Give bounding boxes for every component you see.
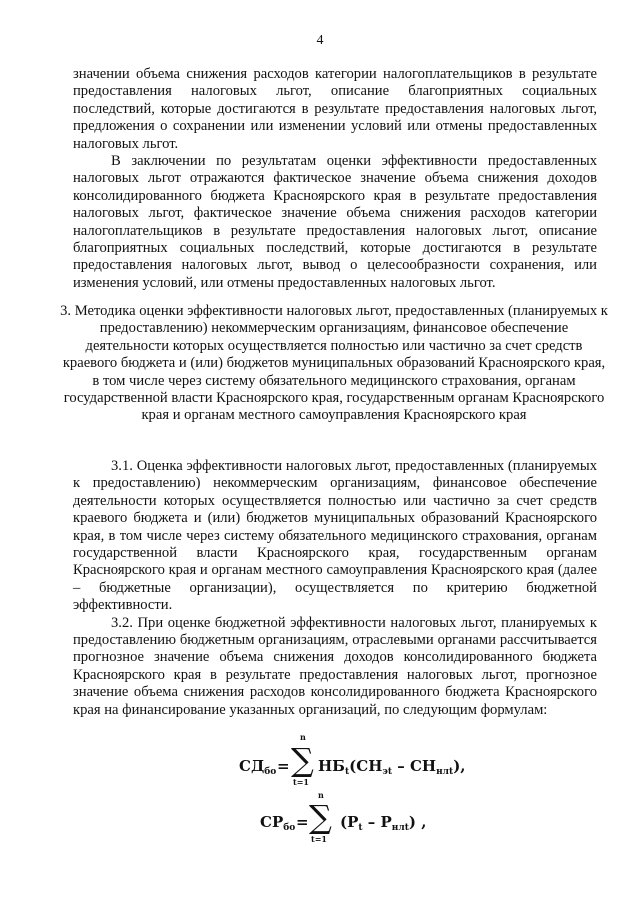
page-number: 4 (316, 33, 324, 48)
formula2-lhs-symbol: СР (260, 813, 284, 831)
formula1-sum-lower: t=1 (293, 777, 309, 787)
formula2-a-sub: t (358, 823, 363, 833)
formula1-term-symbol: НБ (318, 757, 345, 775)
formula1-lhs-sub: бо (264, 767, 277, 777)
formula1-a-sub: эt (382, 767, 393, 777)
formula1-sigma-icon: ∑ (291, 741, 314, 779)
formula2-lhs-sub: бо (283, 823, 296, 833)
formula-revenue-loss (0, 728, 640, 788)
formula2-sigma-icon: ∑ (309, 798, 332, 836)
body-text-top (73, 66, 597, 292)
formula2-open: (Р (340, 813, 359, 831)
body-text-bottom (73, 458, 597, 719)
formula2-minus: – Р (362, 813, 392, 831)
paragraph-conclusion: В заключении по результатам оценки эффективности предоставленных налоговых льгот отражаются фактическое значение объема снижения доходов консолидированного бюджета Красноярского края в результате предоставления налоговых льгот, фактическое значение объема снижения расходов категории налогоплательщиков в результате предоставления налоговых льгот, описание благоприятных социальных последствий, которые достигаются в результате предоставления налоговых льгот, вывод о целесообразности сохранения, или изменения условий, или отмены предоставленных налоговых льгот. (73, 153, 597, 291)
formula1-equals: = (277, 757, 290, 775)
paragraph-3-1: 3.1. Оценка эффективности налоговых льгот, предоставленных (планируемых к предоставлению) некоммерческим организациям, финансовое обеспечение деятельности которых осуществляется полностью или частично за счет средств краевого бюджета и (или) бюджетов муниципальных образований Красноярского края, в том числе через систему обязательного медицинского страхования, органам государственной власти Красноярского края, государственным органам Красноярского края и органам местного самоуправления Красноярского края (далее – бюджетные организации), осуществляется по критерию бюджетной эффективности. (73, 458, 597, 614)
formula1-term (318, 757, 466, 777)
formula1-term-sub: t (345, 767, 350, 777)
formula2-sum-lower: t=1 (311, 834, 327, 844)
formula2-equals: = (296, 813, 309, 831)
formula1-sum-upper: n (300, 732, 306, 742)
formula1-lhs (239, 757, 276, 777)
section-heading: 3. Методика оценки эффективности налоговых льгот, предоставленных (планируемых к предоставлению) некоммерческим организациям, финансовое обеспечение деятельности которых осуществляется полностью или частично за счет средств краевого бюджета и (или) бюджетов муниципальных образований Красноярского края, в том числе через систему обязательного медицинского страхования, органам государственной власти Красноярского края, государственным органам Красноярского края и органам местного самоуправления Красноярского края (60, 303, 608, 424)
formula2-lhs (260, 813, 295, 833)
formula1-close: ), (453, 757, 466, 775)
formula2-sum-upper: n (318, 790, 324, 800)
paragraph-3-2: 3.2. При оценке бюджетной эффективности налоговых льгот, планируемых к предоставлению бюджетным организациям, отраслевыми органами рассчитывается прогнозное значение объема снижения доходов консолидированного бюджета Красноярского края в результате предоставления налоговых льгот, прогнозное значение объема снижения расходов консолидированного бюджета Красноярского края на финансирование указанных организаций, по следующим формулам: (73, 614, 597, 718)
formula2-term (340, 813, 426, 833)
formula1-b-sub: нлt (436, 767, 454, 777)
formula1-lhs-symbol: СД (239, 757, 265, 775)
paragraph-continuation: значении объема снижения расходов категории налогоплательщиков в результате предоставления налоговых льгот, описание благоприятных социальных последствий, которые достигаются в результате предоставления налоговых льгот, предложения о сохранении или изменении условий или отмены предоставленных налоговых льгот. (73, 66, 597, 152)
formula1-minus: – СН (392, 757, 437, 775)
formula1-open: (СН (349, 757, 383, 775)
formula-expense-loss (0, 790, 640, 850)
formula2-close: ) , (408, 813, 427, 831)
formula2-b-sub: нлt (391, 823, 409, 833)
